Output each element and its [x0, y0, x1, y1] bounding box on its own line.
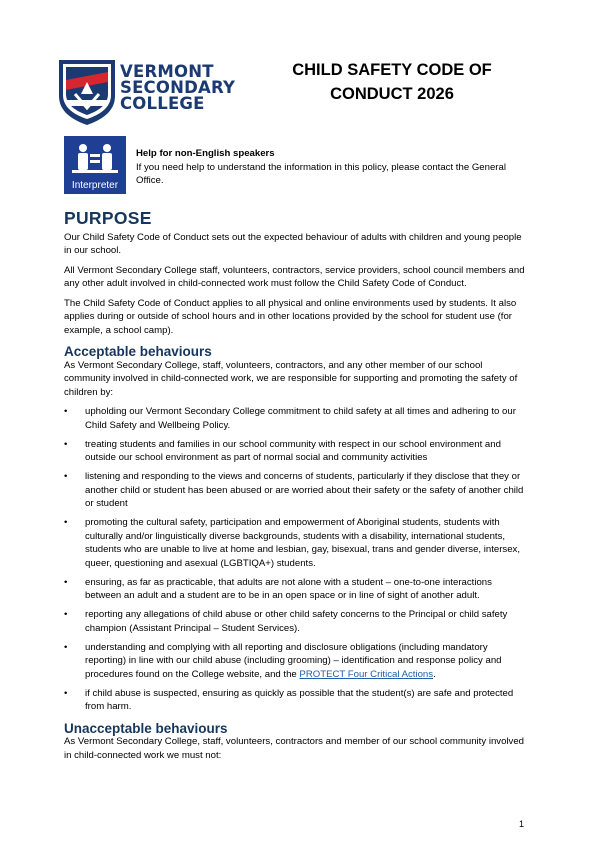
help-heading: Help for non-English speakers — [136, 148, 275, 159]
list-item: • treating students and families in our school community with respect in our school environment and outside our school environment as part of normal social and community activities — [64, 438, 526, 465]
interpreter-people-icon — [64, 136, 126, 178]
title-line-1: CHILD SAFETY CODE OF — [292, 61, 492, 79]
wordmark-line-1: VERMONT — [120, 62, 214, 81]
document-title — [262, 58, 522, 106]
purpose-heading: PURPOSE — [64, 208, 152, 228]
protect-link[interactable]: PROTECT Four Critical Actions — [299, 668, 434, 680]
title-line-2: CONDUCT 2026 — [330, 85, 454, 103]
purpose-paragraph: The Child Safety Code of Conduct applies to all physical and online environments used by students. It also applies during or outside of school hours and in other locations provided by the school for student use (for example, a school camp). — [64, 297, 517, 336]
list-item-text: understanding and complying with all reporting and disclosure obligations (including mandatory reporting) in line with our child abuse (including grooming) – identification and response policy and procedures found on the College website, and the — [85, 641, 502, 680]
list-item — [64, 641, 526, 682]
help-text: If you need help to understand the information in this policy, please contact the General Office. — [136, 161, 506, 186]
interpreter-icon — [64, 136, 126, 194]
acceptable-list — [64, 405, 526, 714]
page-number: 1 — [519, 819, 525, 829]
acceptable-intro: As Vermont Secondary College, staff, volunteers, contractors, and any other member of our school community involved in child-connected work, we are responsible for supporting and promoting the safety of children by: — [64, 359, 518, 398]
list-item: • listening and responding to the views and concerns of students, particularly if they disclose that they or another child or student has been abused or are worried about their safety or the safety of another child or student — [64, 470, 526, 511]
college-crest-icon — [57, 58, 117, 126]
list-item: • ensuring, as far as practicable, that adults are not alone with a student – one-to-one interactions between an adult and a student are to be in an open space or in line of sight of another adult. — [64, 576, 526, 603]
interpreter-label: Interpreter — [71, 180, 119, 191]
purpose-paragraph: Our Child Safety Code of Conduct sets out the expected behaviour of adults with children and young people in our school. — [64, 231, 522, 256]
wordmark-line-3: COLLEGE — [120, 94, 205, 113]
unacceptable-heading: Unacceptable behaviours — [64, 720, 228, 736]
list-item: • promoting the cultural safety, participation and empowerment of Aboriginal students, students with culturally and/or linguistically diverse backgrounds, students with a disability, international students, students who are unable to live at home and lesbian, gay, bisexual, trans and gender diverse, intersex, queer, questioning and asexual (LGBTIQA+) students. — [64, 516, 526, 570]
help-block — [136, 147, 526, 188]
acceptable-heading: Acceptable behaviours — [64, 344, 212, 359]
purpose-paragraph: All Vermont Secondary College staff, volunteers, contractors, service providers, school council members and any other adult involved in child-connected work must follow the Child Safety Code of Conduct. — [64, 264, 525, 289]
wordmark-line-2: SECONDARY — [120, 78, 236, 97]
list-item: • if child abuse is suspected, ensuring as quickly as possible that the student(s) are safe and protected from harm. — [64, 687, 526, 714]
list-item: • upholding our Vermont Secondary College commitment to child safety at all times and adhering to our Child Safety and Wellbeing Policy. — [64, 405, 526, 432]
main-content — [64, 208, 526, 768]
list-item: • reporting any allegations of child abuse or other child safety concerns to the Principal or child safety champion (Assistant Principal – Student Services). — [64, 608, 526, 635]
unacceptable-intro: As Vermont Secondary College, staff, volunteers, contractors and member of our school community involved in child-connected work we must not: — [64, 736, 525, 761]
college-wordmark — [120, 64, 235, 112]
college-logo — [57, 58, 236, 126]
list-item-suffix: . — [433, 668, 436, 680]
